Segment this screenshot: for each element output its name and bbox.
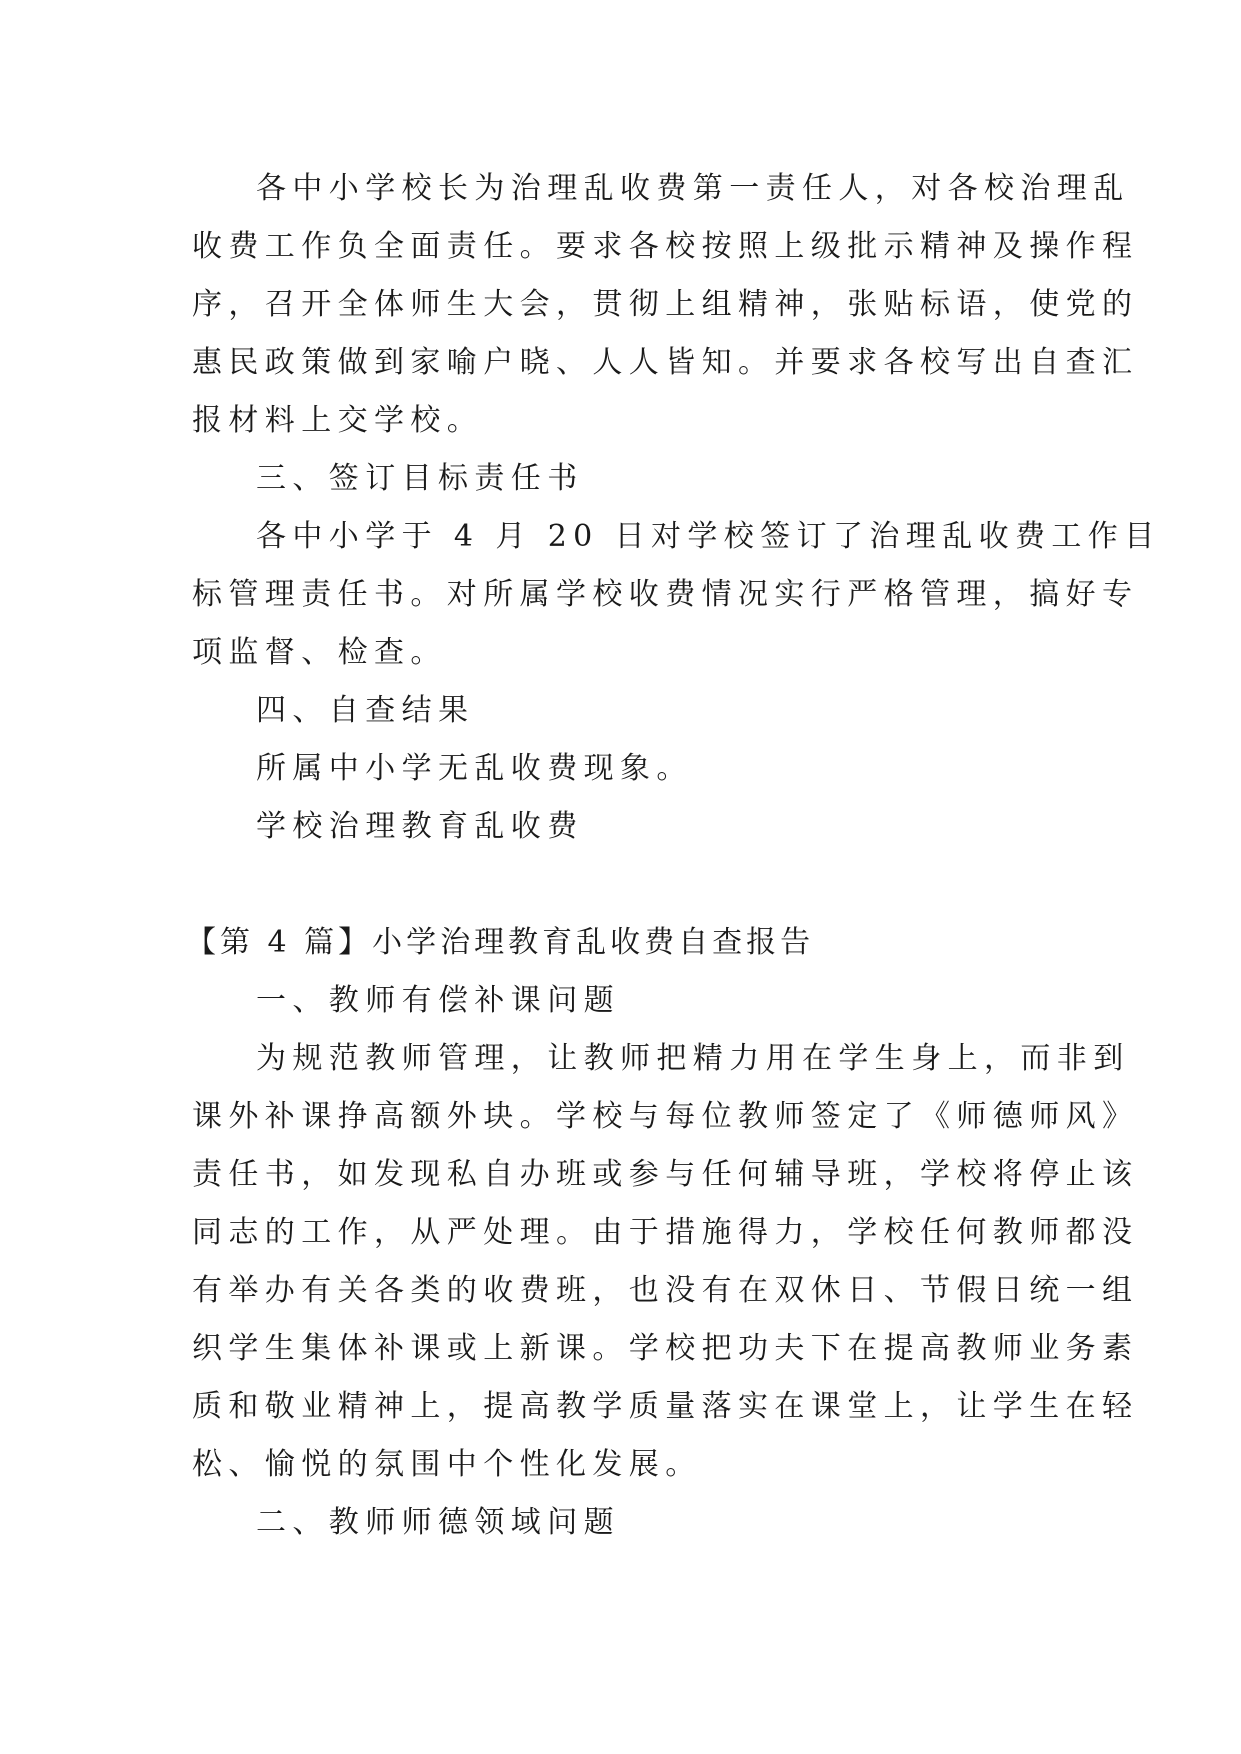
paragraph-line: 报材料上交学校。 [192, 403, 484, 438]
section-heading: 一、教师有偿补课问题 [256, 983, 620, 1018]
paragraph-line: 各中小学校长为治理乱收费第一责任人，对各校治理乱 [256, 171, 1130, 206]
paragraph-line: 质和敬业精神上，提高教学质量落实在课堂上，让学生在轻 [192, 1389, 1139, 1424]
paragraph-line: 项监督、检查。 [192, 635, 447, 670]
paragraph-line: 课外补课挣高额外块。学校与每位教师签定了《师德师风》 [192, 1099, 1139, 1134]
closing-line: 学校治理教育乱收费 [256, 809, 584, 844]
blank-line [192, 856, 1052, 914]
paragraph-line: 松、愉悦的氛围中个性化发展。 [192, 1447, 702, 1482]
paragraph-line: 织学生集体补课或上新课。学校把功夫下在提高教师业务素 [192, 1331, 1139, 1366]
section-heading: 二、教师师德领域问题 [256, 1505, 620, 1540]
paragraph-line: 责任书，如发现私自办班或参与任何辅导班，学校将停止该 [192, 1157, 1139, 1192]
paragraph-line: 标管理责任书。对所属学校收费情况实行严格管理，搞好专 [192, 577, 1139, 612]
document-page [186, 160, 1161, 1552]
paragraph-line: 所属中小学无乱收费现象。 [256, 751, 693, 786]
paragraph-line: 序，召开全体师生大会，贯彻上组精神，张贴标语，使党的 [192, 287, 1139, 322]
article-title: 【第 4 篇】小学治理教育乱收费自查报告 [186, 925, 815, 960]
paragraph-line: 各中小学于 4 月 20 日对学校签订了治理乱收费工作目 [256, 519, 1161, 554]
section-heading: 三、签订目标责任书 [256, 461, 584, 496]
paragraph-line: 有举办有关各类的收费班，也没有在双休日、节假日统一组 [192, 1273, 1139, 1308]
paragraph-line: 惠民政策做到家喻户晓、人人皆知。并要求各校写出自查汇 [192, 345, 1139, 380]
section-heading: 四、自查结果 [256, 693, 475, 728]
paragraph-line: 为规范教师管理，让教师把精力用在学生身上，而非到 [256, 1041, 1130, 1076]
paragraph-line: 收费工作负全面责任。要求各校按照上级批示精神及操作程 [192, 229, 1139, 264]
paragraph-line: 同志的工作，从严处理。由于措施得力，学校任何教师都没 [192, 1215, 1139, 1250]
